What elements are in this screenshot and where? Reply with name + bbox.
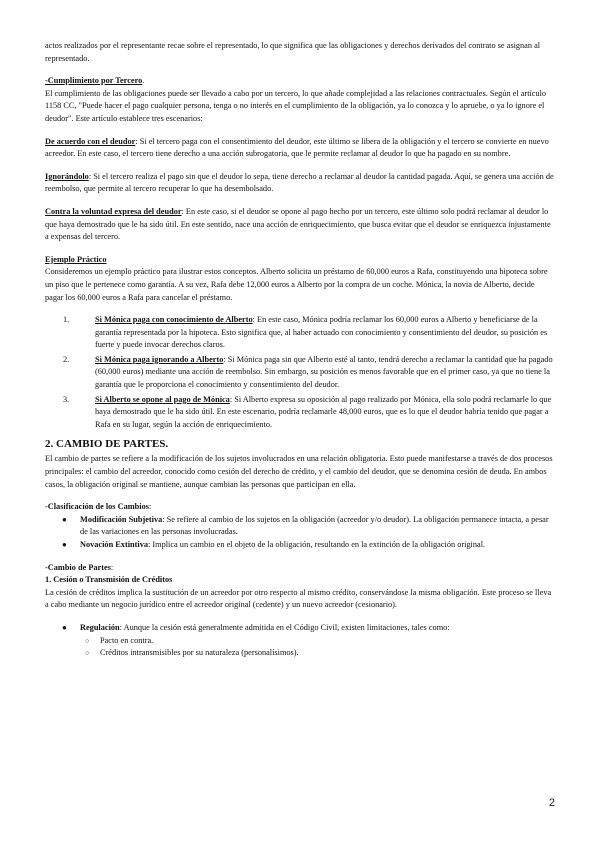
ejemplo-heading: Ejemplo Práctico	[45, 254, 107, 264]
ejemplo-body: Consideremos un ejemplo práctico para ilustrar estos conceptos. Alberto solicita un préstamo de 60,000 euros a Rafa, constituyendo una hipoteca sobre un piso que le pertenece como garantía. A su vez, Rafa debe 12,000 euros a Alberto por la compra de un coche. Mónica, la novia de Alberto, decide pagar los 60,000 euros a Rafa para cancelar el préstamo.	[45, 267, 548, 302]
escenario-2: Ignorándolo: Si el tercero realiza el pago sin que el deudor lo sepa, tiene derecho a reclamar al deudor la cantidad pagada. Aquí, se genera una acción de reembolso, que permite al tercero recuperar lo que ha desembolsado.	[45, 171, 554, 194]
page-number: 2	[548, 797, 555, 809]
cambio-heading: -Cambio de Partes:	[45, 562, 114, 572]
cambio-subheading: 1. Cesión o Transmisión de Créditos	[45, 575, 173, 585]
cumplimiento-heading: -Cumplimiento por Tercero.	[45, 76, 145, 86]
bullet-icon: ●	[62, 540, 67, 549]
cumplimiento-body: El cumplimiento de las obligaciones puede ser llevado a cabo por un tercero, lo que añade complejidad a las relaciones contractuales. Según el artículo 1158 CC, "Puede hacer el pago cualquier persona, tenga o no interés en el cumplimiento de la obligación, ya lo conozca y lo apruebe, o ya lo ignore el deudor". Este artículo establece tres escenarios:	[45, 88, 547, 123]
intro-paragraph: actos realizados por el representante recae sobre el representado, lo que significa que las obligaciones y derechos derivados del contrato se asignan al representado.	[45, 41, 541, 63]
list-item: ○ Créditos intransmisibles por su naturaleza (personalísimos).	[45, 647, 555, 660]
list-item: ○ Pacto en contra.	[45, 635, 555, 648]
cumplimiento-heading-text: -Cumplimiento por Tercero	[45, 76, 143, 86]
list-item: ● Regulación: Aunque la cesión está generalmente admitida en el Código Civil, existen limitaciones, tales como:	[45, 622, 555, 635]
section-2-body: El cambio de partes se refiere a la modificación de los sujetos involucrados en una relación obligatoria. Esto puede manifestarse a través de dos procesos principales: el cambio del acreedor, conocido como cesión del derecho de crédito, y el cambio del deudor, que se denomina cesión de deuda. En ambos casos, la obligación original se mantiene, aunque cambian las personas que participan en ella.	[45, 454, 553, 489]
bullet-icon: ●	[62, 514, 67, 524]
list-item: ● Modificación Subjetiva: Se refiere al cambio de los sujetos en la obligación (acreedor y/o deudor). La obligación permanece intacta, a pesar de las variaciones en las personas involucradas.	[62, 514, 549, 537]
clasificacion-list	[45, 514, 555, 552]
regulacion-sublist	[45, 635, 555, 660]
regulacion-list	[45, 622, 555, 635]
circle-bullet-icon: ○	[85, 636, 90, 645]
circle-bullet-icon: ○	[85, 649, 90, 658]
bullet-icon: ●	[62, 622, 67, 632]
list-item: ● Novación Extintiva: Implica un cambio en el objeto de la obligación, resultando en la extinción de la obligación original.	[45, 539, 555, 552]
section-2-title: 2. CAMBIO DE PARTES.	[45, 438, 169, 451]
list-item: 1. Si Mónica paga con conocimiento de Alberto: En este caso, Mónica podría reclamar los 60,000 euros a Alberto y beneficiarse de la garantía representada por la hipoteca. Esto significa que, al haber actuado con conocimiento y consentimiento del deudor, su posición es fuerte y puede invocar derechos claros.	[63, 315, 548, 350]
ejemplo-list	[45, 314, 555, 431]
escenario-1: De acuerdo con el deudor: Si el tercero paga con el consentimiento del deudor, este último se libera de la obligación y el tercero se convierte en nuevo acreedor. En este caso, el tercero tiene derecho a una acción subrogatoria, que le permite reclamar al deudor lo que ha pagado en su nombre.	[45, 136, 549, 159]
clasificacion-heading: -Clasificación de los Cambios:	[45, 502, 152, 512]
cambio-body: La cesión de créditos implica la sustitución de un acreedor por otro respecto al mismo crédito, conservándose la misma obligación. Este proceso se lleva a cabo mediante un negocio jurídico entre el acreedor original (cedente) y un nuevo acreedor (cesionario).	[45, 587, 552, 610]
escenario-3: Contra la voluntad expresa del deudor: En este caso, si el deudor se opone al pago hecho por un tercero, este último solo podrá reclamar al deudor lo que haya demostrado que le ha sido útil. En este sentido, nace una acción de enriquecimiento, que busca evitar que el deudor se enriquezca injustamente a expensas del tercero.	[45, 206, 551, 242]
list-item: 3. Si Alberto se opone al pago de Mónica: Si Alberto expresa su oposición al pago realizado por Mónica, ella solo podrá reclamarle lo que haya demostrado que le ha sido útil. En este escenario, podría reclamarle 48,000 euros, que es lo que el deudor habría tenido que pagar a Rafa en su lugar, según la acción de enriquecimiento.	[63, 394, 552, 429]
list-item: 2. Si Mónica paga ignorando a Alberto: Si Mónica paga sin que Alberto esté al tanto, tendrá derecho a reclamar la cantidad que ha pagado (60,000 euros) mediante una acción de reembolso. Sin embargo, su posición es menos favorable que en el primer caso, ya que no tiene la garantía que le proporciona el conocimiento y consentimiento del deudor.	[63, 354, 553, 390]
